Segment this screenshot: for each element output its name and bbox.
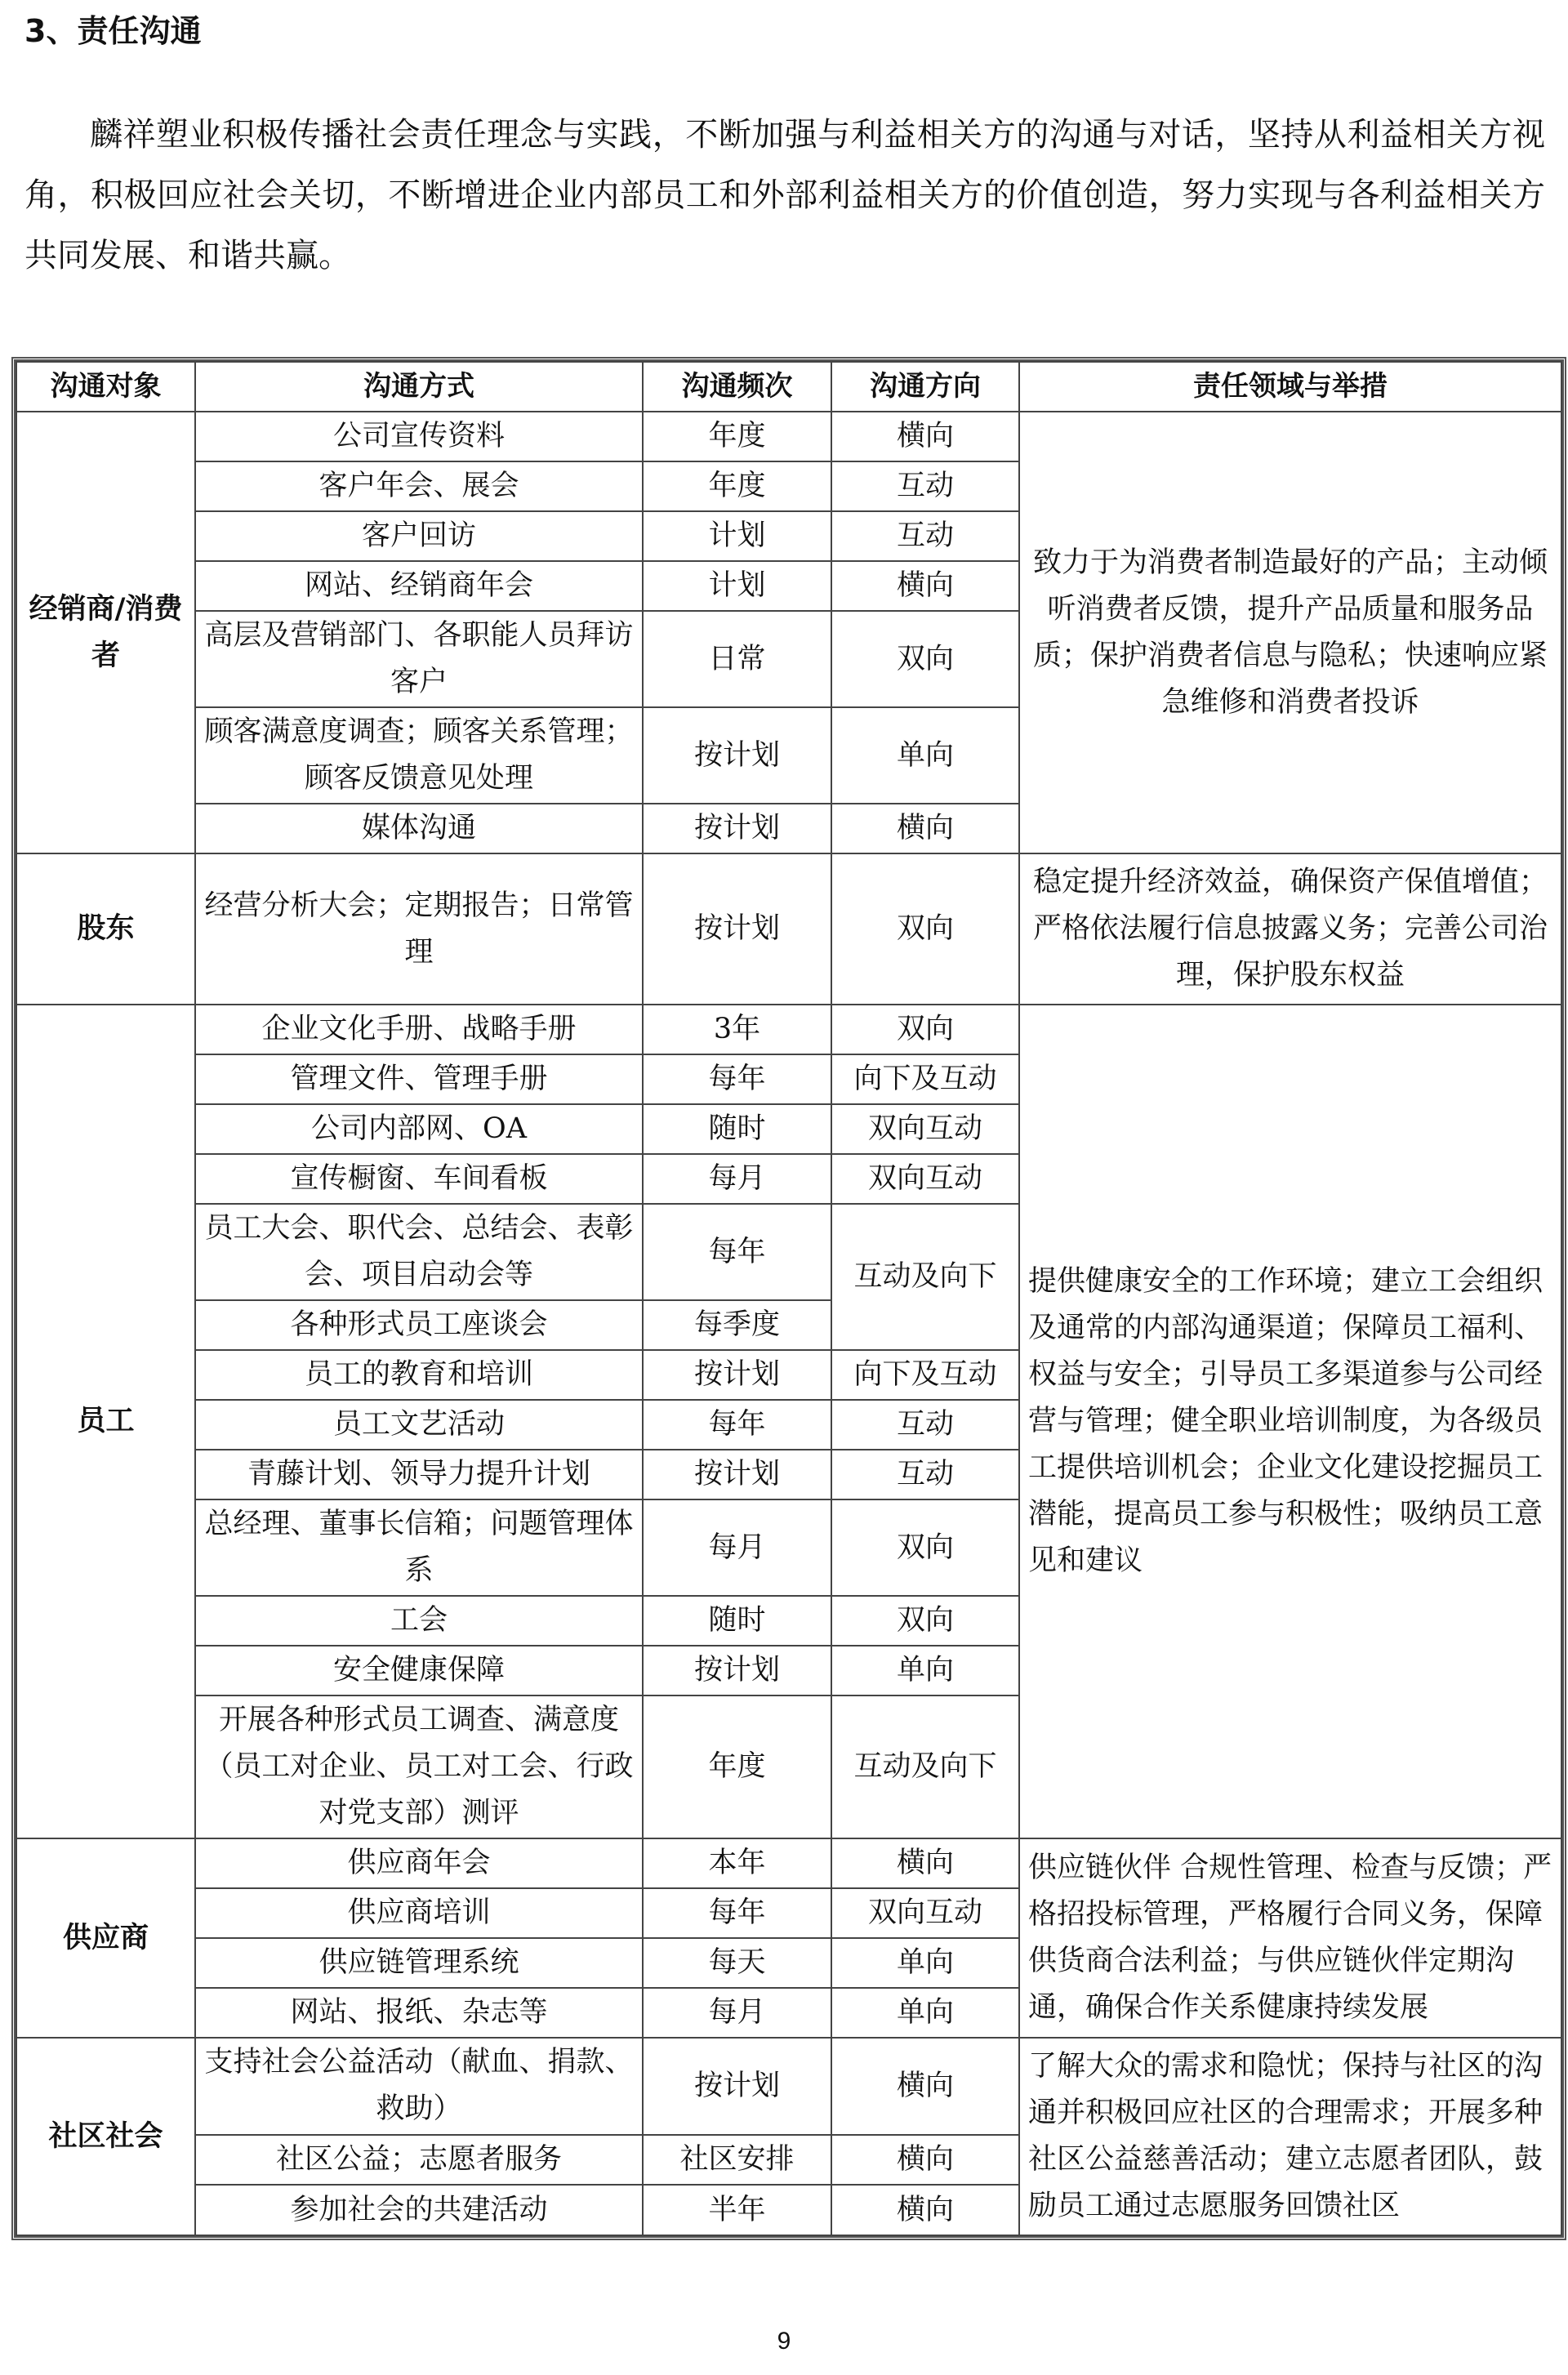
frequency-cell: 每年 xyxy=(643,1888,831,1938)
direction-cell: 向下及互动 xyxy=(831,1350,1019,1400)
frequency-cell: 半年 xyxy=(643,2185,831,2235)
direction-cell: 双向互动 xyxy=(831,1104,1019,1154)
frequency-cell: 按计划 xyxy=(643,853,831,1005)
direction-cell: 横向 xyxy=(831,412,1019,461)
method-cell: 支持社会公益活动（献血、捐款、救助） xyxy=(195,2038,643,2135)
method-cell: 供应商年会 xyxy=(195,1838,643,1888)
frequency-cell: 3年 xyxy=(643,1005,831,1054)
direction-cell: 向下及互动 xyxy=(831,1054,1019,1104)
method-cell: 网站、报纸、杂志等 xyxy=(195,1988,643,2038)
page-number: 9 xyxy=(777,2328,791,2355)
frequency-cell: 每月 xyxy=(643,1154,831,1204)
method-cell: 员工大会、职代会、总结会、表彰会、项目启动会等 xyxy=(195,1204,643,1300)
measures-shareholders: 稳定提升经济效益，确保资产保值增值；严格依法履行信息披露义务；完善公司治理，保护股东权益 xyxy=(1019,853,1561,1005)
frequency-cell: 每年 xyxy=(643,1204,831,1300)
header-audience: 沟通对象 xyxy=(16,362,195,412)
frequency-cell: 每月 xyxy=(643,1499,831,1596)
method-cell: 客户年会、展会 xyxy=(195,461,643,511)
frequency-cell: 年度 xyxy=(643,412,831,461)
frequency-cell: 按计划 xyxy=(643,2038,831,2135)
direction-cell: 互动 xyxy=(831,461,1019,511)
frequency-cell: 每年 xyxy=(643,1054,831,1104)
method-cell: 员工的教育和培训 xyxy=(195,1350,643,1400)
measures-suppliers: 供应链伙伴 合规性管理、检查与反馈；严格招投标管理，严格履行合同义务，保障供货商合法利益；与供应链伙伴定期沟通，确保合作关系健康持续发展 xyxy=(1019,1838,1561,2038)
frequency-cell: 计划 xyxy=(643,511,831,561)
table-row xyxy=(16,1005,1561,1054)
frequency-cell: 本年 xyxy=(643,1838,831,1888)
method-cell: 公司内部网、OA xyxy=(195,1104,643,1154)
measures-community: 了解大众的需求和隐忧；保持与社区的沟通并积极回应社区的合理需求；开展多种社区公益慈善活动；建立志愿者团队，鼓励员工通过志愿服务回馈社区 xyxy=(1019,2038,1561,2235)
direction-cell: 双向互动 xyxy=(831,1888,1019,1938)
direction-cell: 互动 xyxy=(831,1400,1019,1450)
measures-dealers: 致力于为消费者制造最好的产品；主动倾听消费者反馈，提升产品质量和服务品质；保护消费者信息与隐私；快速响应紧急维修和消费者投诉 xyxy=(1019,412,1561,853)
method-cell: 顾客满意度调查；顾客关系管理；顾客反馈意见处理 xyxy=(195,707,643,804)
method-cell: 媒体沟通 xyxy=(195,804,643,853)
method-cell: 客户回访 xyxy=(195,511,643,561)
table-header-row xyxy=(16,362,1561,412)
method-cell: 高层及营销部门、各职能人员拜访客户 xyxy=(195,611,643,707)
direction-cell: 双向互动 xyxy=(831,1154,1019,1204)
frequency-cell: 随时 xyxy=(643,1104,831,1154)
frequency-cell: 计划 xyxy=(643,561,831,611)
frequency-cell: 每年 xyxy=(643,1400,831,1450)
direction-cell: 单向 xyxy=(831,1646,1019,1695)
frequency-cell: 按计划 xyxy=(643,1646,831,1695)
direction-cell: 横向 xyxy=(831,2038,1019,2135)
frequency-cell: 社区安排 xyxy=(643,2135,831,2186)
direction-cell: 单向 xyxy=(831,707,1019,804)
method-cell: 工会 xyxy=(195,1596,643,1646)
direction-cell: 互动 xyxy=(831,511,1019,561)
intro-paragraph: 麟祥塑业积极传播社会责任理念与实践，不断加强与利益相关方的沟通与对话，坚持从利益相关方视角，积极回应社会关切，不断增进企业内部员工和外部利益相关方的价值创造，努力实现与各利益相关方共同发展、和谐共赢。 xyxy=(24,116,1545,274)
method-cell: 参加社会的共建活动 xyxy=(195,2185,643,2235)
direction-cell: 双向 xyxy=(831,1596,1019,1646)
frequency-cell: 按计划 xyxy=(643,707,831,804)
communication-table-frame xyxy=(11,357,1566,2240)
section-heading: 3、责任沟通 xyxy=(24,13,202,49)
direction-cell: 互动及向下 xyxy=(831,1204,1019,1350)
method-cell: 安全健康保障 xyxy=(195,1646,643,1695)
header-direction: 沟通方向 xyxy=(831,362,1019,412)
header-measures: 责任领域与举措 xyxy=(1019,362,1561,412)
frequency-cell: 日常 xyxy=(643,611,831,707)
group-name-shareholders: 股东 xyxy=(16,853,195,1005)
method-cell: 社区公益；志愿者服务 xyxy=(195,2135,643,2186)
method-cell: 各种形式员工座谈会 xyxy=(195,1300,643,1350)
direction-cell: 横向 xyxy=(831,2185,1019,2235)
header-method: 沟通方式 xyxy=(195,362,643,412)
direction-cell: 双向 xyxy=(831,1005,1019,1054)
direction-cell: 双向 xyxy=(831,853,1019,1005)
table-row xyxy=(16,2038,1561,2135)
method-cell: 供应商培训 xyxy=(195,1888,643,1938)
direction-cell: 单向 xyxy=(831,1938,1019,1988)
frequency-cell: 年度 xyxy=(643,1695,831,1838)
header-frequency: 沟通频次 xyxy=(643,362,831,412)
method-cell: 经营分析大会；定期报告；日常管理 xyxy=(195,853,643,1005)
frequency-cell: 每季度 xyxy=(643,1300,831,1350)
direction-cell: 单向 xyxy=(831,1988,1019,2038)
group-name-dealers: 经销商/消费者 xyxy=(16,412,195,853)
frequency-cell: 随时 xyxy=(643,1596,831,1646)
direction-cell: 横向 xyxy=(831,2135,1019,2186)
communication-table xyxy=(16,361,1562,2236)
method-cell: 管理文件、管理手册 xyxy=(195,1054,643,1104)
direction-cell: 双向 xyxy=(831,1499,1019,1596)
method-cell: 企业文化手册、战略手册 xyxy=(195,1005,643,1054)
table-row xyxy=(16,853,1561,1005)
method-cell: 员工文艺活动 xyxy=(195,1400,643,1450)
method-cell: 总经理、董事长信箱；问题管理体系 xyxy=(195,1499,643,1596)
method-cell: 公司宣传资料 xyxy=(195,412,643,461)
direction-cell: 互动 xyxy=(831,1450,1019,1499)
frequency-cell: 按计划 xyxy=(643,804,831,853)
frequency-cell: 按计划 xyxy=(643,1350,831,1400)
method-cell: 开展各种形式员工调查、满意度（员工对企业、员工对工会、行政对党支部）测评 xyxy=(195,1695,643,1838)
direction-cell: 互动及向下 xyxy=(831,1695,1019,1838)
group-name-employees: 员工 xyxy=(16,1005,195,1838)
frequency-cell: 按计划 xyxy=(643,1450,831,1499)
group-name-community: 社区社会 xyxy=(16,2038,195,2235)
method-cell: 供应链管理系统 xyxy=(195,1938,643,1988)
method-cell: 青藤计划、领导力提升计划 xyxy=(195,1450,643,1499)
table-row xyxy=(16,1838,1561,1888)
frequency-cell: 每天 xyxy=(643,1938,831,1988)
method-cell: 宣传橱窗、车间看板 xyxy=(195,1154,643,1204)
direction-cell: 横向 xyxy=(831,561,1019,611)
group-name-suppliers: 供应商 xyxy=(16,1838,195,2038)
table-row xyxy=(16,412,1561,461)
frequency-cell: 年度 xyxy=(643,461,831,511)
direction-cell: 双向 xyxy=(831,611,1019,707)
frequency-cell: 每月 xyxy=(643,1988,831,2038)
direction-cell: 横向 xyxy=(831,804,1019,853)
measures-employees: 提供健康安全的工作环境；建立工会组织及通常的内部沟通渠道；保障员工福利、权益与安全；引导员工多渠道参与公司经营与管理；健全职业培训制度，为各级员工提供培训机会；企业文化建设挖掘员工潜能，提高员工参与积极性；吸纳员工意见和建议 xyxy=(1019,1005,1561,1838)
direction-cell: 横向 xyxy=(831,1838,1019,1888)
method-cell: 网站、经销商年会 xyxy=(195,561,643,611)
